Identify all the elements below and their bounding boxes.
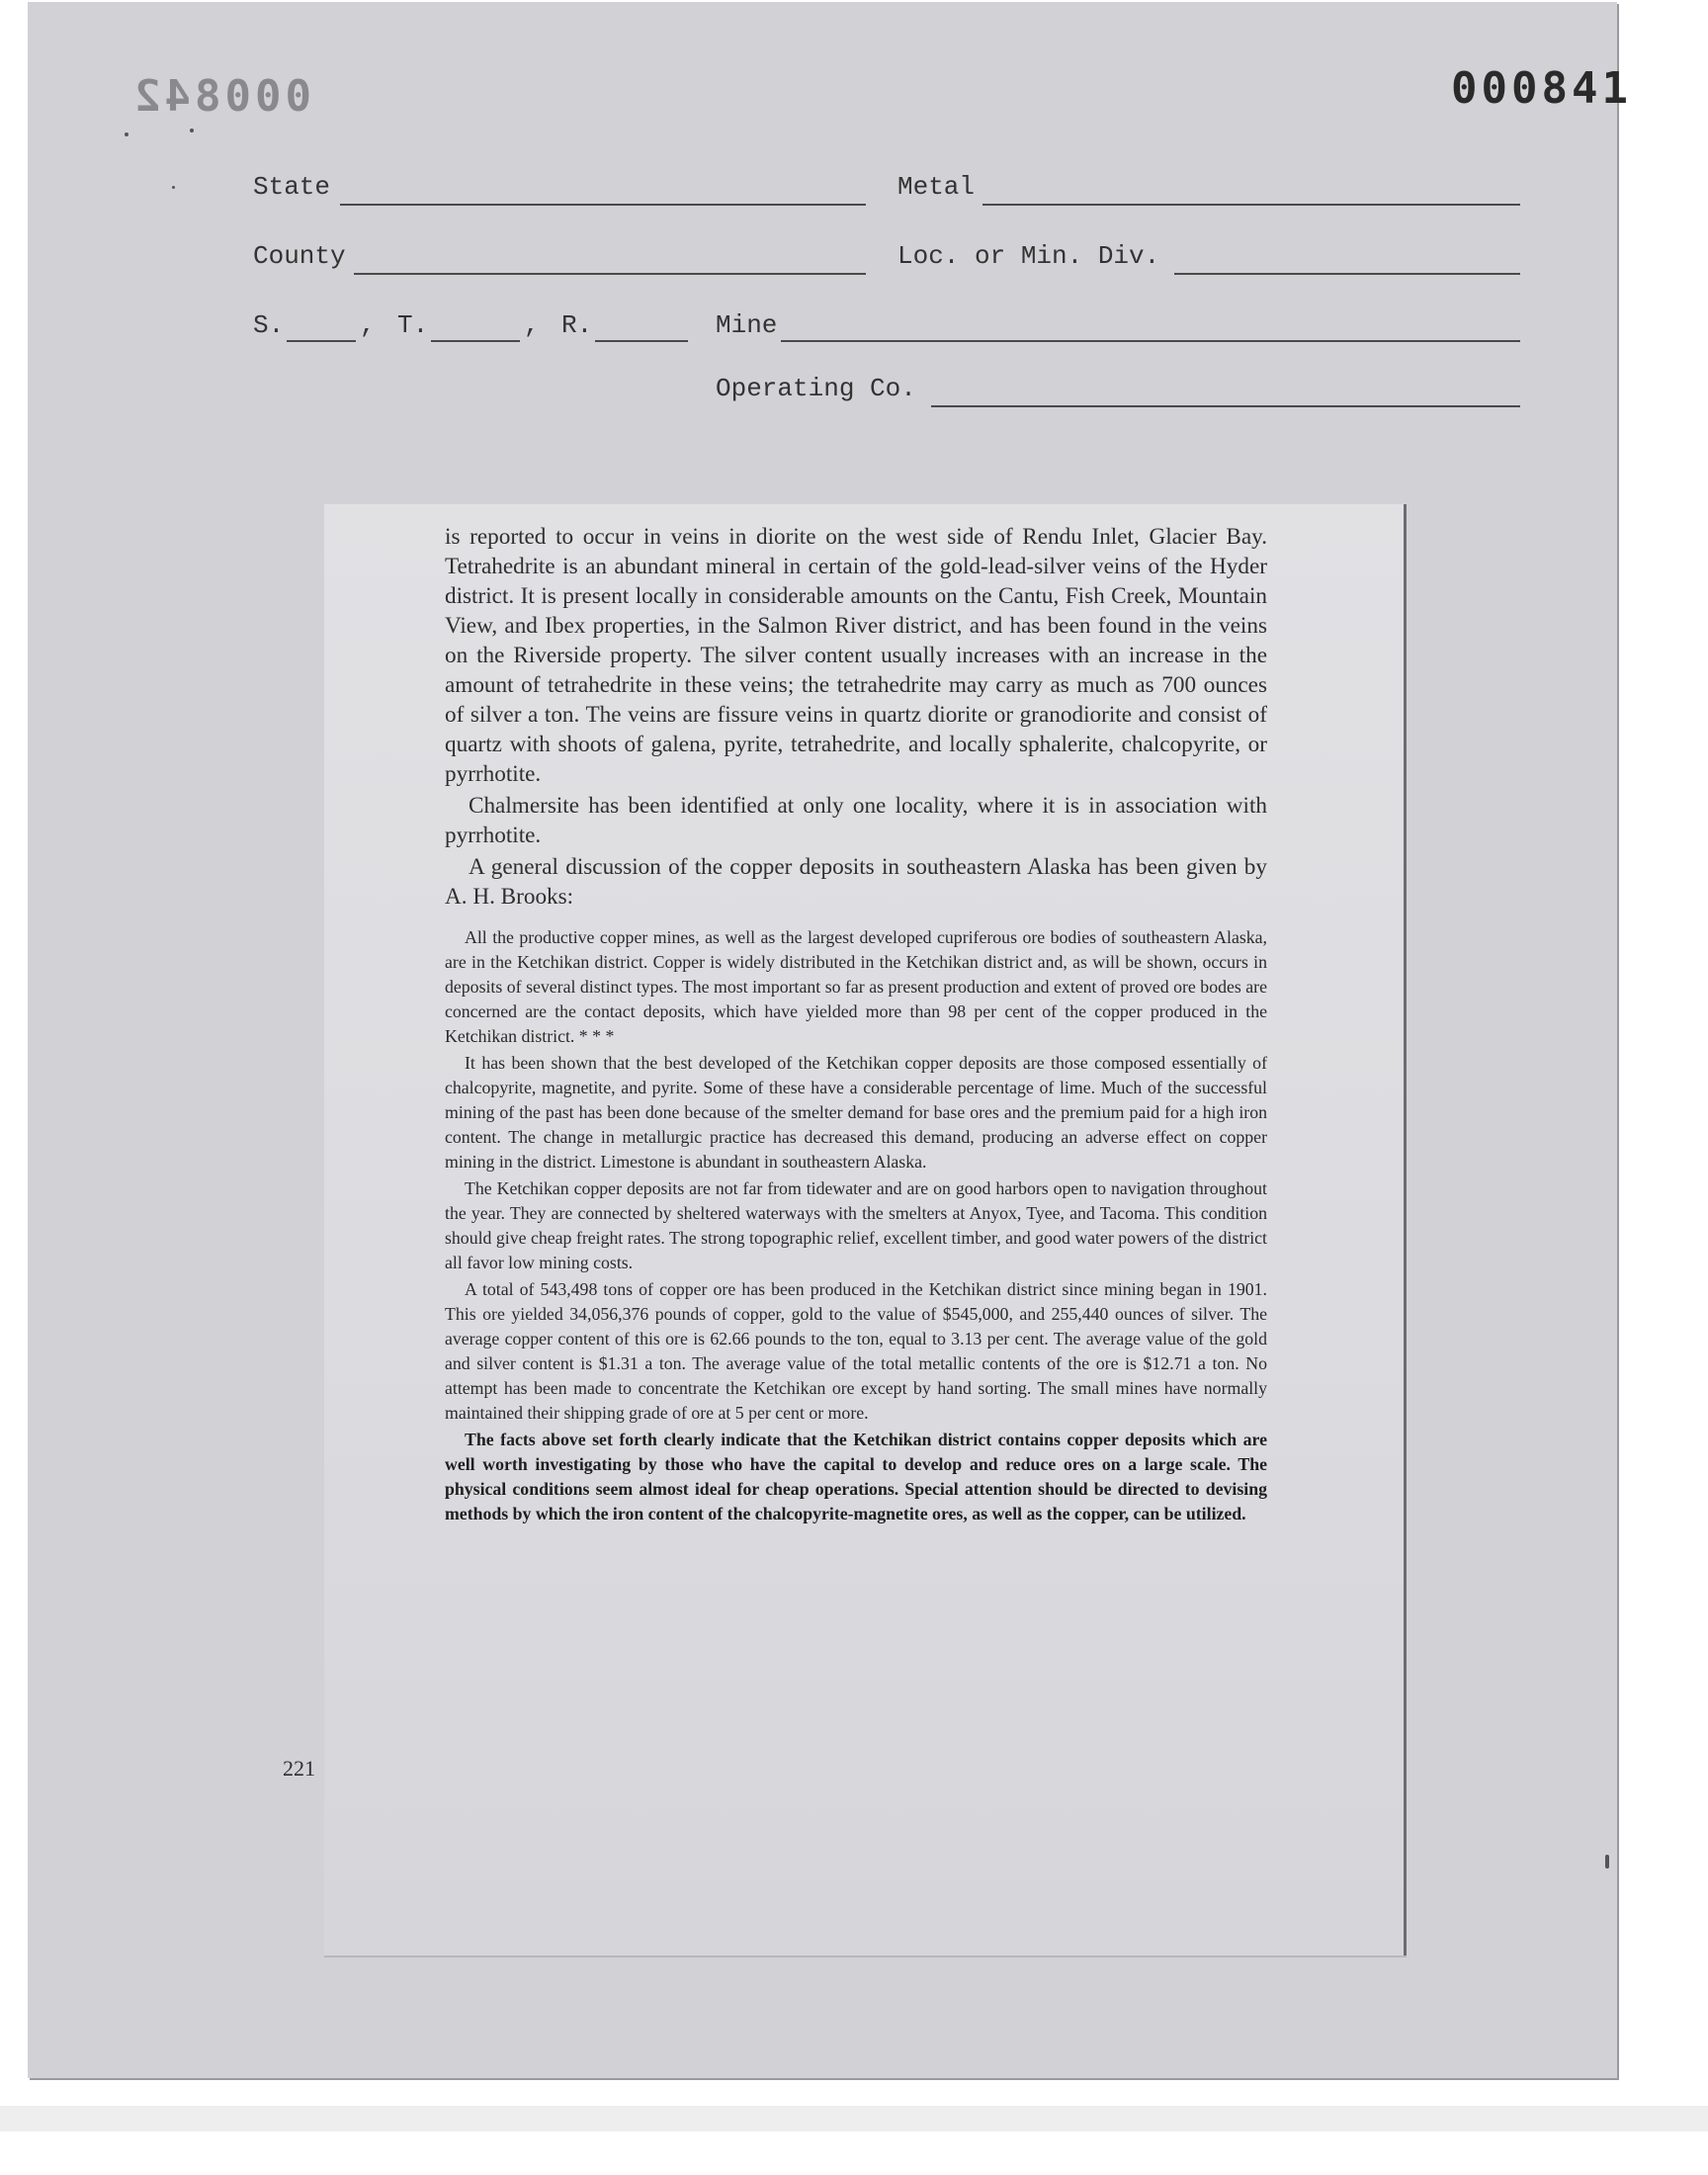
quote-paragraph-3: The Ketchikan copper deposits are not far from tidewater and are on good harbors open to navigation throughout the year. They are connected by sheltered waterways with the smelters at Anyox, Tyee, and Tacoma. This condition should give cheap freight rates. The strong topographic relief, excellent timber, and good water powers of the district all favor low mining costs. (445, 1178, 1267, 1272)
scan-speck (172, 186, 175, 189)
location-field[interactable] (1174, 273, 1520, 275)
range-field[interactable] (595, 340, 688, 342)
operating-co-label: Operating Co. (716, 374, 916, 403)
quote-paragraph-5: The facts above set forth clearly indicate that the Ketchikan district contains copper deposits which are well worth investigating by those who have the capital to develop and reduce ores on a large scale. The physical conditions seem almost ideal for cheap operations. Special attention should be directed to devising methods by which the iron content of the chalcopyrite-magnetite ores, as well as the copper, can be utilized. (445, 1430, 1267, 1523)
metal-label: Metal (897, 172, 976, 202)
section-field[interactable] (287, 340, 356, 342)
quoted-passage (445, 925, 1267, 1526)
page-number: 221 (283, 1756, 315, 1781)
location-label: Loc. or Min. Div. (897, 241, 1160, 271)
mine-field[interactable] (781, 340, 1520, 342)
quote-paragraph-4: A total of 543,498 tons of copper ore has been produced in the Ketchikan district since mining began in 1901. This ore yielded 34,056,376 pounds of copper, gold to the value of $545,000, and 255,440 ounces of silver. The average copper content of this ore is 62.66 pounds to the ton, equal to 3.13 per cent. The average value of the gold and silver content is $1.31 a ton. The average value of the total metallic contents of the ore is $12.71 a ton. No attempt has been made to concentrate the Ketchikan ore except by hand sorting. The small mines have normally maintained their shipping grade of ore at 5 per cent or more. (445, 1279, 1267, 1423)
scan-speck (190, 129, 194, 132)
state-field[interactable] (340, 204, 866, 206)
range-label: R. (561, 310, 593, 340)
record-number: 000841 (1451, 63, 1632, 114)
mirrored-record-number: 000842 (130, 71, 311, 122)
body-paragraph-1: is reported to occur in veins in diorite on the west side of Rendu Inlet, Glacier Bay. Tetrahedrite is an abundant mineral in certain of the gold-lead-silver veins of the Hyder district. It is present locally in considerable amounts on the Cantu, Fish Creek, Mountain View, and Ibex properties, in the Salmon River district, and has been found in the veins on the Riverside property. The silver content usually increases with an increase in the amount of tetrahedrite in these veins; the tetrahedrite may carry as much as 700 ounces of silver a ton. The veins are fissure veins in quartz diorite or granodiorite and consist of quartz with shoots of galena, pyrite, tetrahedrite, and locally sphalerite, chalcopyrite, or pyrrhotite. (445, 524, 1267, 787)
scan-speck (125, 132, 128, 136)
mine-label: Mine (716, 310, 778, 340)
county-label: County (253, 241, 346, 271)
state-label: State (253, 172, 331, 202)
scanned-page (28, 2, 1632, 2078)
scanner-edge (0, 2106, 1708, 2132)
section-label: S. (253, 310, 285, 340)
township-field[interactable] (431, 340, 520, 342)
clipping-text (445, 522, 1267, 1526)
quote-paragraph-2: It has been shown that the best developed of the Ketchikan copper deposits are those composed essentially of chalcopyrite, magnetite, and pyrite. Some of these have a considerable percentage of lime. Much of the successful mining of the past has been done because of the smelter demand for base ores and the premium paid for a high iron content. The change in metallurgic practice has decreased this demand, producing an adverse effect on copper mining in the district. Limestone is abundant in southeastern Alaska. (445, 1053, 1267, 1172)
operating-co-field[interactable] (931, 405, 1520, 407)
township-label: T. (397, 310, 429, 340)
text-clipping (324, 504, 1407, 1956)
scan-speck (1605, 1855, 1609, 1869)
section-separator: , (360, 310, 376, 340)
county-field[interactable] (354, 273, 866, 275)
township-separator: , (524, 310, 540, 340)
body-paragraph-3: A general discussion of the copper deposits in southeastern Alaska has been given by A. H. Brooks: (445, 854, 1267, 910)
body-paragraph-2: Chalmersite has been identified at only one locality, where it is in association with pyrrhotite. (445, 793, 1267, 848)
metal-field[interactable] (982, 204, 1520, 206)
quote-paragraph-1: All the productive copper mines, as well as the largest developed cupriferous ore bodies of southeastern Alaska, are in the Ketchikan district. Copper is widely distributed in the Ketchikan district and, as will be shown, occurs in deposits of several distinct types. The most important so far as present production and extent of proved ore bodes are concerned are the contact deposits, which have yielded more than 98 per cent of the copper produced in the Ketchikan district. * * * (445, 927, 1267, 1046)
